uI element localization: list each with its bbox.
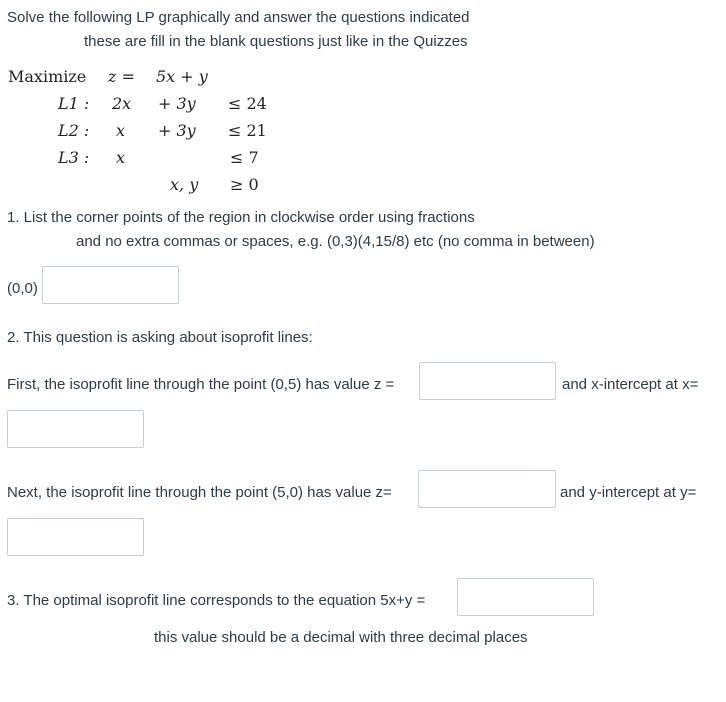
q1-answer-input[interactable] <box>43 267 178 303</box>
q3-note: this value should be a decimal with three decimal places <box>154 629 528 646</box>
q2-first-text: First, the isoprofit line through the point (0,5) has value z = <box>7 376 395 393</box>
constraint-term-2: + 3y <box>158 121 196 140</box>
q3-answer-input[interactable] <box>458 579 593 615</box>
constraint-term-1: x <box>116 121 126 140</box>
q2-y-intercept-input[interactable] <box>8 519 143 555</box>
constraint-term-1: 2x <box>112 94 132 113</box>
intro-line-2: these are fill in the blank questions just like in the Quizzes <box>84 33 468 50</box>
constraint-term-2: + 3y <box>158 94 196 113</box>
q2-first-value-input[interactable] <box>420 363 555 399</box>
q2-first-value-box[interactable] <box>419 362 556 400</box>
objective-expression: 5x + y <box>156 67 208 86</box>
objective-variable: z = <box>108 67 135 86</box>
q1-answer-box[interactable] <box>42 266 179 304</box>
q2-x-intercept-input[interactable] <box>8 411 143 447</box>
constraint-relation: ≤ 24 <box>228 94 267 113</box>
q2-first-suffix: and x-intercept at x= <box>562 376 699 393</box>
q2-next-suffix: and y-intercept at y= <box>560 484 697 501</box>
q3-answer-box[interactable] <box>457 578 594 616</box>
q2-y-intercept-box[interactable] <box>7 518 144 556</box>
intro-line-1: Solve the following LP graphically and answer the questions indicated <box>7 9 470 26</box>
constraint-name: L1 : <box>58 94 90 113</box>
constraint-term-1: x <box>116 148 126 167</box>
constraint-name: L3 : <box>58 148 90 167</box>
q1-line-1: 1. List the corner points of the region in clockwise order using fractions <box>7 209 475 226</box>
constraint-relation: ≤ 7 <box>230 148 259 167</box>
q2-next-value-box[interactable] <box>418 470 556 508</box>
constraint-relation: ≤ 21 <box>228 121 267 140</box>
q1-prefix: (0,0) <box>7 280 38 297</box>
objective-label: Maximize <box>8 67 87 86</box>
q2-x-intercept-box[interactable] <box>7 410 144 448</box>
constraint-name: L2 : <box>58 121 90 140</box>
nonneg-relation: ≥ 0 <box>230 175 259 194</box>
q2-heading: 2. This question is asking about isoprofit lines: <box>7 329 313 346</box>
q2-next-value-input[interactable] <box>419 471 555 507</box>
q2-next-text: Next, the isoprofit line through the point (5,0) has value z= <box>7 484 392 501</box>
q3-text: 3. The optimal isoprofit line corresponds to the equation 5x+y = <box>7 592 426 609</box>
nonneg-variables: x, y <box>170 175 199 194</box>
q1-line-2: and no extra commas or spaces, e.g. (0,3)(4,15/8) etc (no comma in between) <box>76 233 595 250</box>
